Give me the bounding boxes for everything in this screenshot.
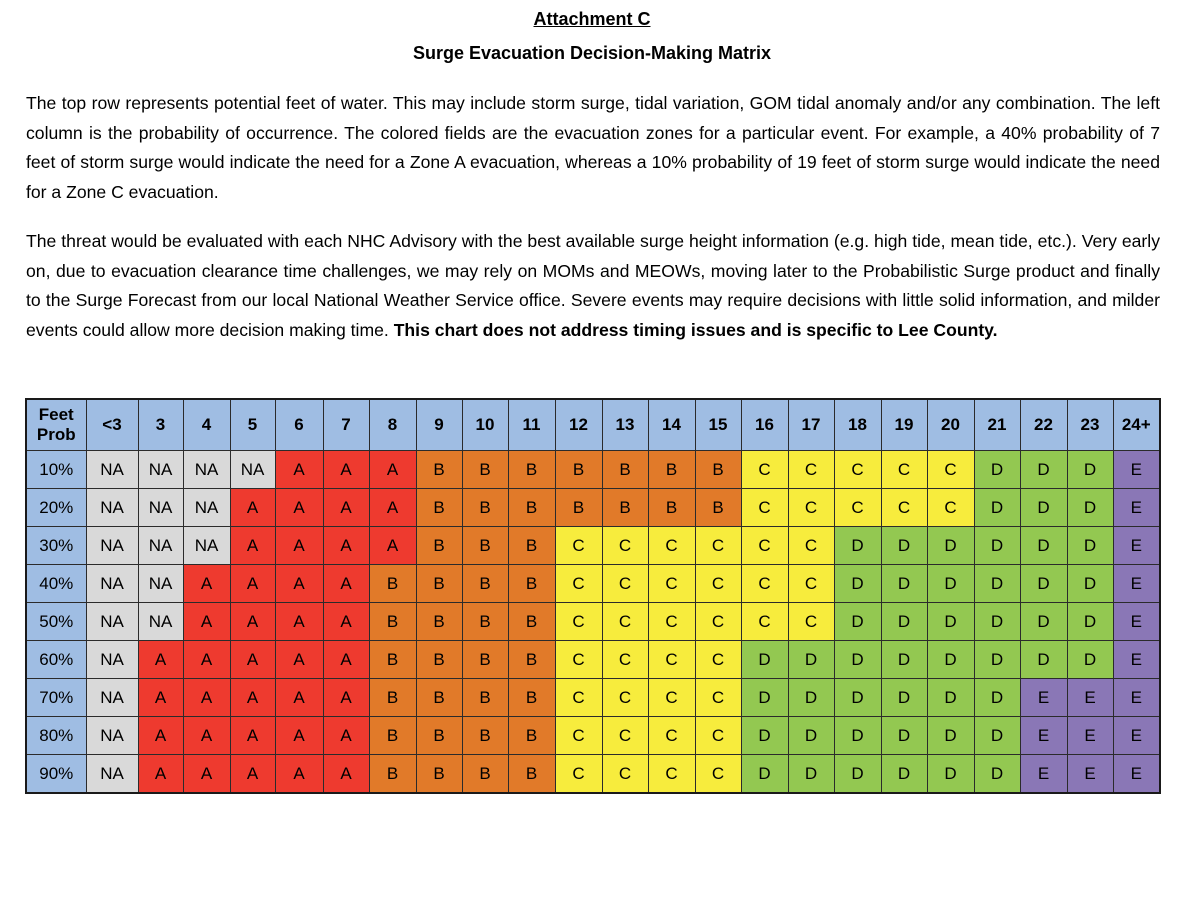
zone-cell: C: [555, 679, 602, 717]
zone-cell: C: [648, 717, 695, 755]
zone-cell: A: [275, 451, 323, 489]
zone-cell: C: [648, 755, 695, 794]
zone-cell: D: [1067, 489, 1113, 527]
probability-label: 50%: [26, 603, 86, 641]
zone-cell: B: [369, 603, 416, 641]
corner-feet-label: Feet: [38, 405, 74, 424]
zone-cell: A: [138, 679, 183, 717]
zone-cell: B: [508, 641, 555, 679]
zone-cell: A: [183, 603, 230, 641]
zone-cell: C: [834, 451, 881, 489]
zone-cell: NA: [183, 451, 230, 489]
feet-header-15: 17: [788, 399, 834, 451]
zone-cell: D: [974, 603, 1020, 641]
zone-cell: E: [1113, 527, 1160, 565]
zone-cell: D: [788, 717, 834, 755]
zone-cell: B: [416, 641, 462, 679]
zone-cell: A: [323, 641, 369, 679]
zone-cell: B: [416, 717, 462, 755]
zone-cell: B: [695, 451, 741, 489]
threat-paragraph-bold: This chart does not address timing issues and is specific to Lee County.: [393, 319, 998, 340]
zone-cell: C: [555, 565, 602, 603]
zone-cell: C: [788, 603, 834, 641]
feet-header-14: 16: [741, 399, 788, 451]
zone-cell: D: [881, 641, 927, 679]
zone-cell: B: [416, 451, 462, 489]
zone-cell: E: [1020, 679, 1067, 717]
zone-cell: C: [555, 603, 602, 641]
zone-cell: D: [834, 641, 881, 679]
zone-cell: B: [462, 451, 508, 489]
zone-cell: A: [183, 679, 230, 717]
zone-cell: NA: [183, 527, 230, 565]
feet-header-13: 15: [695, 399, 741, 451]
probability-label: 90%: [26, 755, 86, 794]
zone-cell: C: [788, 565, 834, 603]
zone-cell: NA: [138, 603, 183, 641]
zone-cell: C: [602, 603, 648, 641]
zone-cell: D: [881, 603, 927, 641]
zone-cell: E: [1113, 755, 1160, 794]
zone-cell: C: [695, 641, 741, 679]
zone-cell: C: [927, 451, 974, 489]
zone-cell: A: [275, 717, 323, 755]
zone-cell: C: [881, 451, 927, 489]
zone-cell: D: [927, 603, 974, 641]
zone-cell: C: [555, 755, 602, 794]
feet-header-21: 23: [1067, 399, 1113, 451]
zone-cell: C: [602, 679, 648, 717]
zone-cell: B: [695, 489, 741, 527]
zone-cell: B: [369, 679, 416, 717]
zone-cell: B: [508, 527, 555, 565]
feet-header-8: 10: [462, 399, 508, 451]
zone-cell: A: [138, 717, 183, 755]
feet-header-22: 24+: [1113, 399, 1160, 451]
zone-cell: A: [275, 527, 323, 565]
zone-cell: A: [323, 603, 369, 641]
zone-cell: D: [974, 755, 1020, 794]
matrix-row: [26, 565, 1160, 603]
zone-cell: D: [788, 679, 834, 717]
matrix-row: [26, 527, 1160, 565]
zone-cell: D: [974, 679, 1020, 717]
zone-cell: D: [834, 755, 881, 794]
feet-header-0: <3: [86, 399, 138, 451]
feet-header-6: 8: [369, 399, 416, 451]
zone-cell: A: [230, 755, 275, 794]
feet-header-16: 18: [834, 399, 881, 451]
feet-header-1: 3: [138, 399, 183, 451]
zone-cell: C: [602, 565, 648, 603]
zone-cell: C: [788, 451, 834, 489]
zone-cell: B: [648, 451, 695, 489]
feet-header-4: 6: [275, 399, 323, 451]
zone-cell: A: [230, 641, 275, 679]
document-title: Surge Evacuation Decision-Making Matrix: [412, 43, 772, 63]
zone-cell: B: [508, 603, 555, 641]
zone-cell: B: [462, 641, 508, 679]
zone-cell: B: [462, 603, 508, 641]
probability-label: 20%: [26, 489, 86, 527]
zone-cell: D: [1020, 565, 1067, 603]
zone-cell: A: [275, 755, 323, 794]
feet-header-5: 7: [323, 399, 369, 451]
zone-cell: A: [323, 565, 369, 603]
zone-cell: C: [695, 717, 741, 755]
zone-cell: D: [1020, 451, 1067, 489]
zone-cell: E: [1113, 451, 1160, 489]
zone-cell: NA: [86, 451, 138, 489]
matrix-row: [26, 755, 1160, 794]
probability-label: 60%: [26, 641, 86, 679]
zone-cell: A: [183, 717, 230, 755]
zone-cell: B: [416, 489, 462, 527]
zone-cell: B: [416, 603, 462, 641]
zone-cell: D: [881, 679, 927, 717]
zone-cell: NA: [86, 679, 138, 717]
matrix-body: [26, 451, 1160, 794]
threat-paragraph-text: The threat would be evaluated with each NHC Advisory with the best available surge height information (e.g. high tide, mean tide, etc.). Very early on, due to evacuation clearance time challenges, we may rely on MOMs and MEOWs, moving later to the Probabilistic Surge product and finally to the Surge Forecast from our local National Weather Service office. Severe events may require decisions with little solid information, and milder events could allow more decision making time.: [26, 231, 1160, 340]
zone-cell: D: [834, 679, 881, 717]
feet-header-7: 9: [416, 399, 462, 451]
zone-cell: B: [648, 489, 695, 527]
zone-cell: D: [1020, 527, 1067, 565]
zone-cell: E: [1113, 489, 1160, 527]
zone-cell: B: [508, 717, 555, 755]
zone-cell: C: [648, 565, 695, 603]
zone-cell: C: [555, 717, 602, 755]
zone-cell: C: [741, 451, 788, 489]
zone-cell: A: [230, 489, 275, 527]
zone-cell: A: [183, 565, 230, 603]
zone-cell: NA: [86, 641, 138, 679]
zone-cell: D: [741, 679, 788, 717]
zone-cell: A: [275, 489, 323, 527]
zone-cell: A: [138, 755, 183, 794]
zone-cell: B: [369, 755, 416, 794]
zone-cell: B: [602, 489, 648, 527]
zone-cell: C: [648, 603, 695, 641]
zone-cell: A: [323, 755, 369, 794]
zone-cell: D: [741, 641, 788, 679]
zone-cell: D: [974, 565, 1020, 603]
matrix-row: [26, 489, 1160, 527]
zone-cell: A: [183, 755, 230, 794]
zone-cell: NA: [86, 527, 138, 565]
zone-cell: D: [927, 641, 974, 679]
zone-cell: NA: [183, 489, 230, 527]
zone-cell: E: [1020, 717, 1067, 755]
zone-cell: C: [695, 565, 741, 603]
zone-cell: B: [508, 451, 555, 489]
zone-cell: C: [555, 641, 602, 679]
zone-cell: A: [323, 717, 369, 755]
zone-cell: C: [602, 527, 648, 565]
matrix-corner-header: [26, 399, 86, 451]
intro-paragraph: The top row represents potential feet of water. This may include storm surge, tidal variation, GOM tidal anomaly and/or any combination. The left column is the probability of occurrence. The colored fields are the evacuation zones for a particular event. For example, a 40% probability of 7 feet of storm surge would indicate the need for a Zone A evacuation, whereas a 10% probability of 19 feet of storm surge would indicate the need for a Zone C evacuation.: [26, 93, 1160, 202]
zone-cell: E: [1067, 755, 1113, 794]
corner-prob-label: Prob: [36, 425, 76, 444]
zone-cell: A: [323, 451, 369, 489]
zone-cell: A: [369, 451, 416, 489]
zone-cell: A: [230, 527, 275, 565]
zone-cell: D: [741, 755, 788, 794]
zone-cell: D: [834, 717, 881, 755]
zone-cell: C: [788, 489, 834, 527]
zone-cell: C: [834, 489, 881, 527]
zone-cell: E: [1113, 565, 1160, 603]
zone-cell: B: [462, 489, 508, 527]
zone-cell: D: [974, 489, 1020, 527]
zone-cell: B: [369, 641, 416, 679]
zone-cell: D: [974, 451, 1020, 489]
feet-header-17: 19: [881, 399, 927, 451]
zone-cell: C: [602, 717, 648, 755]
zone-cell: D: [974, 527, 1020, 565]
zone-cell: B: [369, 717, 416, 755]
zone-cell: D: [788, 641, 834, 679]
probability-label: 40%: [26, 565, 86, 603]
zone-cell: C: [648, 527, 695, 565]
zone-cell: D: [881, 527, 927, 565]
zone-cell: C: [881, 489, 927, 527]
zone-cell: B: [416, 755, 462, 794]
zone-cell: E: [1067, 717, 1113, 755]
zone-cell: B: [462, 755, 508, 794]
probability-label: 10%: [26, 451, 86, 489]
zone-cell: NA: [86, 717, 138, 755]
zone-cell: D: [834, 527, 881, 565]
zone-cell: E: [1067, 679, 1113, 717]
zone-cell: D: [974, 641, 1020, 679]
zone-cell: A: [138, 641, 183, 679]
zone-cell: D: [881, 565, 927, 603]
zone-cell: B: [555, 451, 602, 489]
zone-cell: A: [230, 565, 275, 603]
matrix-row: [26, 451, 1160, 489]
zone-cell: D: [1067, 527, 1113, 565]
feet-header-2: 4: [183, 399, 230, 451]
zone-cell: B: [369, 565, 416, 603]
zone-cell: B: [508, 755, 555, 794]
zone-cell: C: [741, 527, 788, 565]
zone-cell: D: [1020, 489, 1067, 527]
feet-header-11: 13: [602, 399, 648, 451]
feet-header-12: 14: [648, 399, 695, 451]
zone-cell: C: [741, 603, 788, 641]
zone-cell: NA: [86, 755, 138, 794]
zone-cell: B: [416, 679, 462, 717]
zone-cell: D: [1067, 565, 1113, 603]
zone-cell: NA: [138, 565, 183, 603]
probability-label: 30%: [26, 527, 86, 565]
zone-cell: D: [1020, 641, 1067, 679]
evacuation-matrix: [25, 398, 1161, 794]
zone-cell: A: [183, 641, 230, 679]
zone-cell: A: [230, 603, 275, 641]
feet-header-19: 21: [974, 399, 1020, 451]
zone-cell: A: [230, 717, 275, 755]
zone-cell: E: [1020, 755, 1067, 794]
zone-cell: NA: [138, 451, 183, 489]
zone-cell: B: [462, 565, 508, 603]
feet-header-20: 22: [1020, 399, 1067, 451]
zone-cell: A: [230, 679, 275, 717]
zone-cell: A: [323, 527, 369, 565]
zone-cell: B: [416, 565, 462, 603]
zone-cell: D: [788, 755, 834, 794]
feet-header-9: 11: [508, 399, 555, 451]
zone-cell: D: [927, 679, 974, 717]
zone-cell: C: [695, 679, 741, 717]
zone-cell: C: [695, 603, 741, 641]
zone-cell: B: [555, 489, 602, 527]
zone-cell: C: [695, 527, 741, 565]
zone-cell: D: [1067, 603, 1113, 641]
zone-cell: C: [788, 527, 834, 565]
zone-cell: B: [602, 451, 648, 489]
zone-cell: C: [695, 755, 741, 794]
zone-cell: D: [741, 717, 788, 755]
zone-cell: A: [275, 565, 323, 603]
matrix-row: [26, 603, 1160, 641]
zone-cell: B: [508, 565, 555, 603]
threat-paragraph: [26, 227, 1160, 345]
zone-cell: C: [927, 489, 974, 527]
zone-cell: D: [1020, 603, 1067, 641]
zone-cell: A: [369, 489, 416, 527]
zone-cell: A: [275, 679, 323, 717]
zone-cell: E: [1113, 603, 1160, 641]
matrix-row: [26, 717, 1160, 755]
zone-cell: E: [1113, 679, 1160, 717]
zone-cell: NA: [86, 565, 138, 603]
zone-cell: A: [369, 527, 416, 565]
zone-cell: D: [834, 565, 881, 603]
zone-cell: D: [974, 717, 1020, 755]
zone-cell: C: [602, 641, 648, 679]
zone-cell: C: [648, 641, 695, 679]
zone-cell: D: [927, 717, 974, 755]
zone-cell: B: [416, 527, 462, 565]
zone-cell: A: [323, 489, 369, 527]
zone-cell: A: [323, 679, 369, 717]
zone-cell: NA: [138, 527, 183, 565]
feet-header-10: 12: [555, 399, 602, 451]
matrix-row: [26, 641, 1160, 679]
zone-cell: C: [648, 679, 695, 717]
zone-cell: D: [881, 717, 927, 755]
zone-cell: D: [927, 755, 974, 794]
matrix-header-row: [26, 399, 1160, 451]
probability-label: 80%: [26, 717, 86, 755]
zone-cell: C: [741, 489, 788, 527]
zone-cell: C: [555, 527, 602, 565]
zone-cell: B: [462, 717, 508, 755]
zone-cell: NA: [86, 603, 138, 641]
zone-cell: D: [881, 755, 927, 794]
zone-cell: B: [508, 489, 555, 527]
zone-cell: D: [1067, 641, 1113, 679]
zone-cell: C: [741, 565, 788, 603]
attachment-title: Attachment C: [533, 9, 651, 29]
zone-cell: B: [462, 679, 508, 717]
zone-cell: E: [1113, 717, 1160, 755]
matrix-row: [26, 679, 1160, 717]
zone-cell: D: [927, 565, 974, 603]
zone-cell: B: [462, 527, 508, 565]
zone-cell: NA: [138, 489, 183, 527]
feet-header-18: 20: [927, 399, 974, 451]
zone-cell: D: [834, 603, 881, 641]
zone-cell: NA: [230, 451, 275, 489]
zone-cell: D: [927, 527, 974, 565]
zone-cell: E: [1113, 641, 1160, 679]
zone-cell: A: [275, 641, 323, 679]
zone-cell: A: [275, 603, 323, 641]
feet-header-3: 5: [230, 399, 275, 451]
probability-label: 70%: [26, 679, 86, 717]
zone-cell: D: [1067, 451, 1113, 489]
zone-cell: C: [602, 755, 648, 794]
zone-cell: NA: [86, 489, 138, 527]
zone-cell: B: [508, 679, 555, 717]
